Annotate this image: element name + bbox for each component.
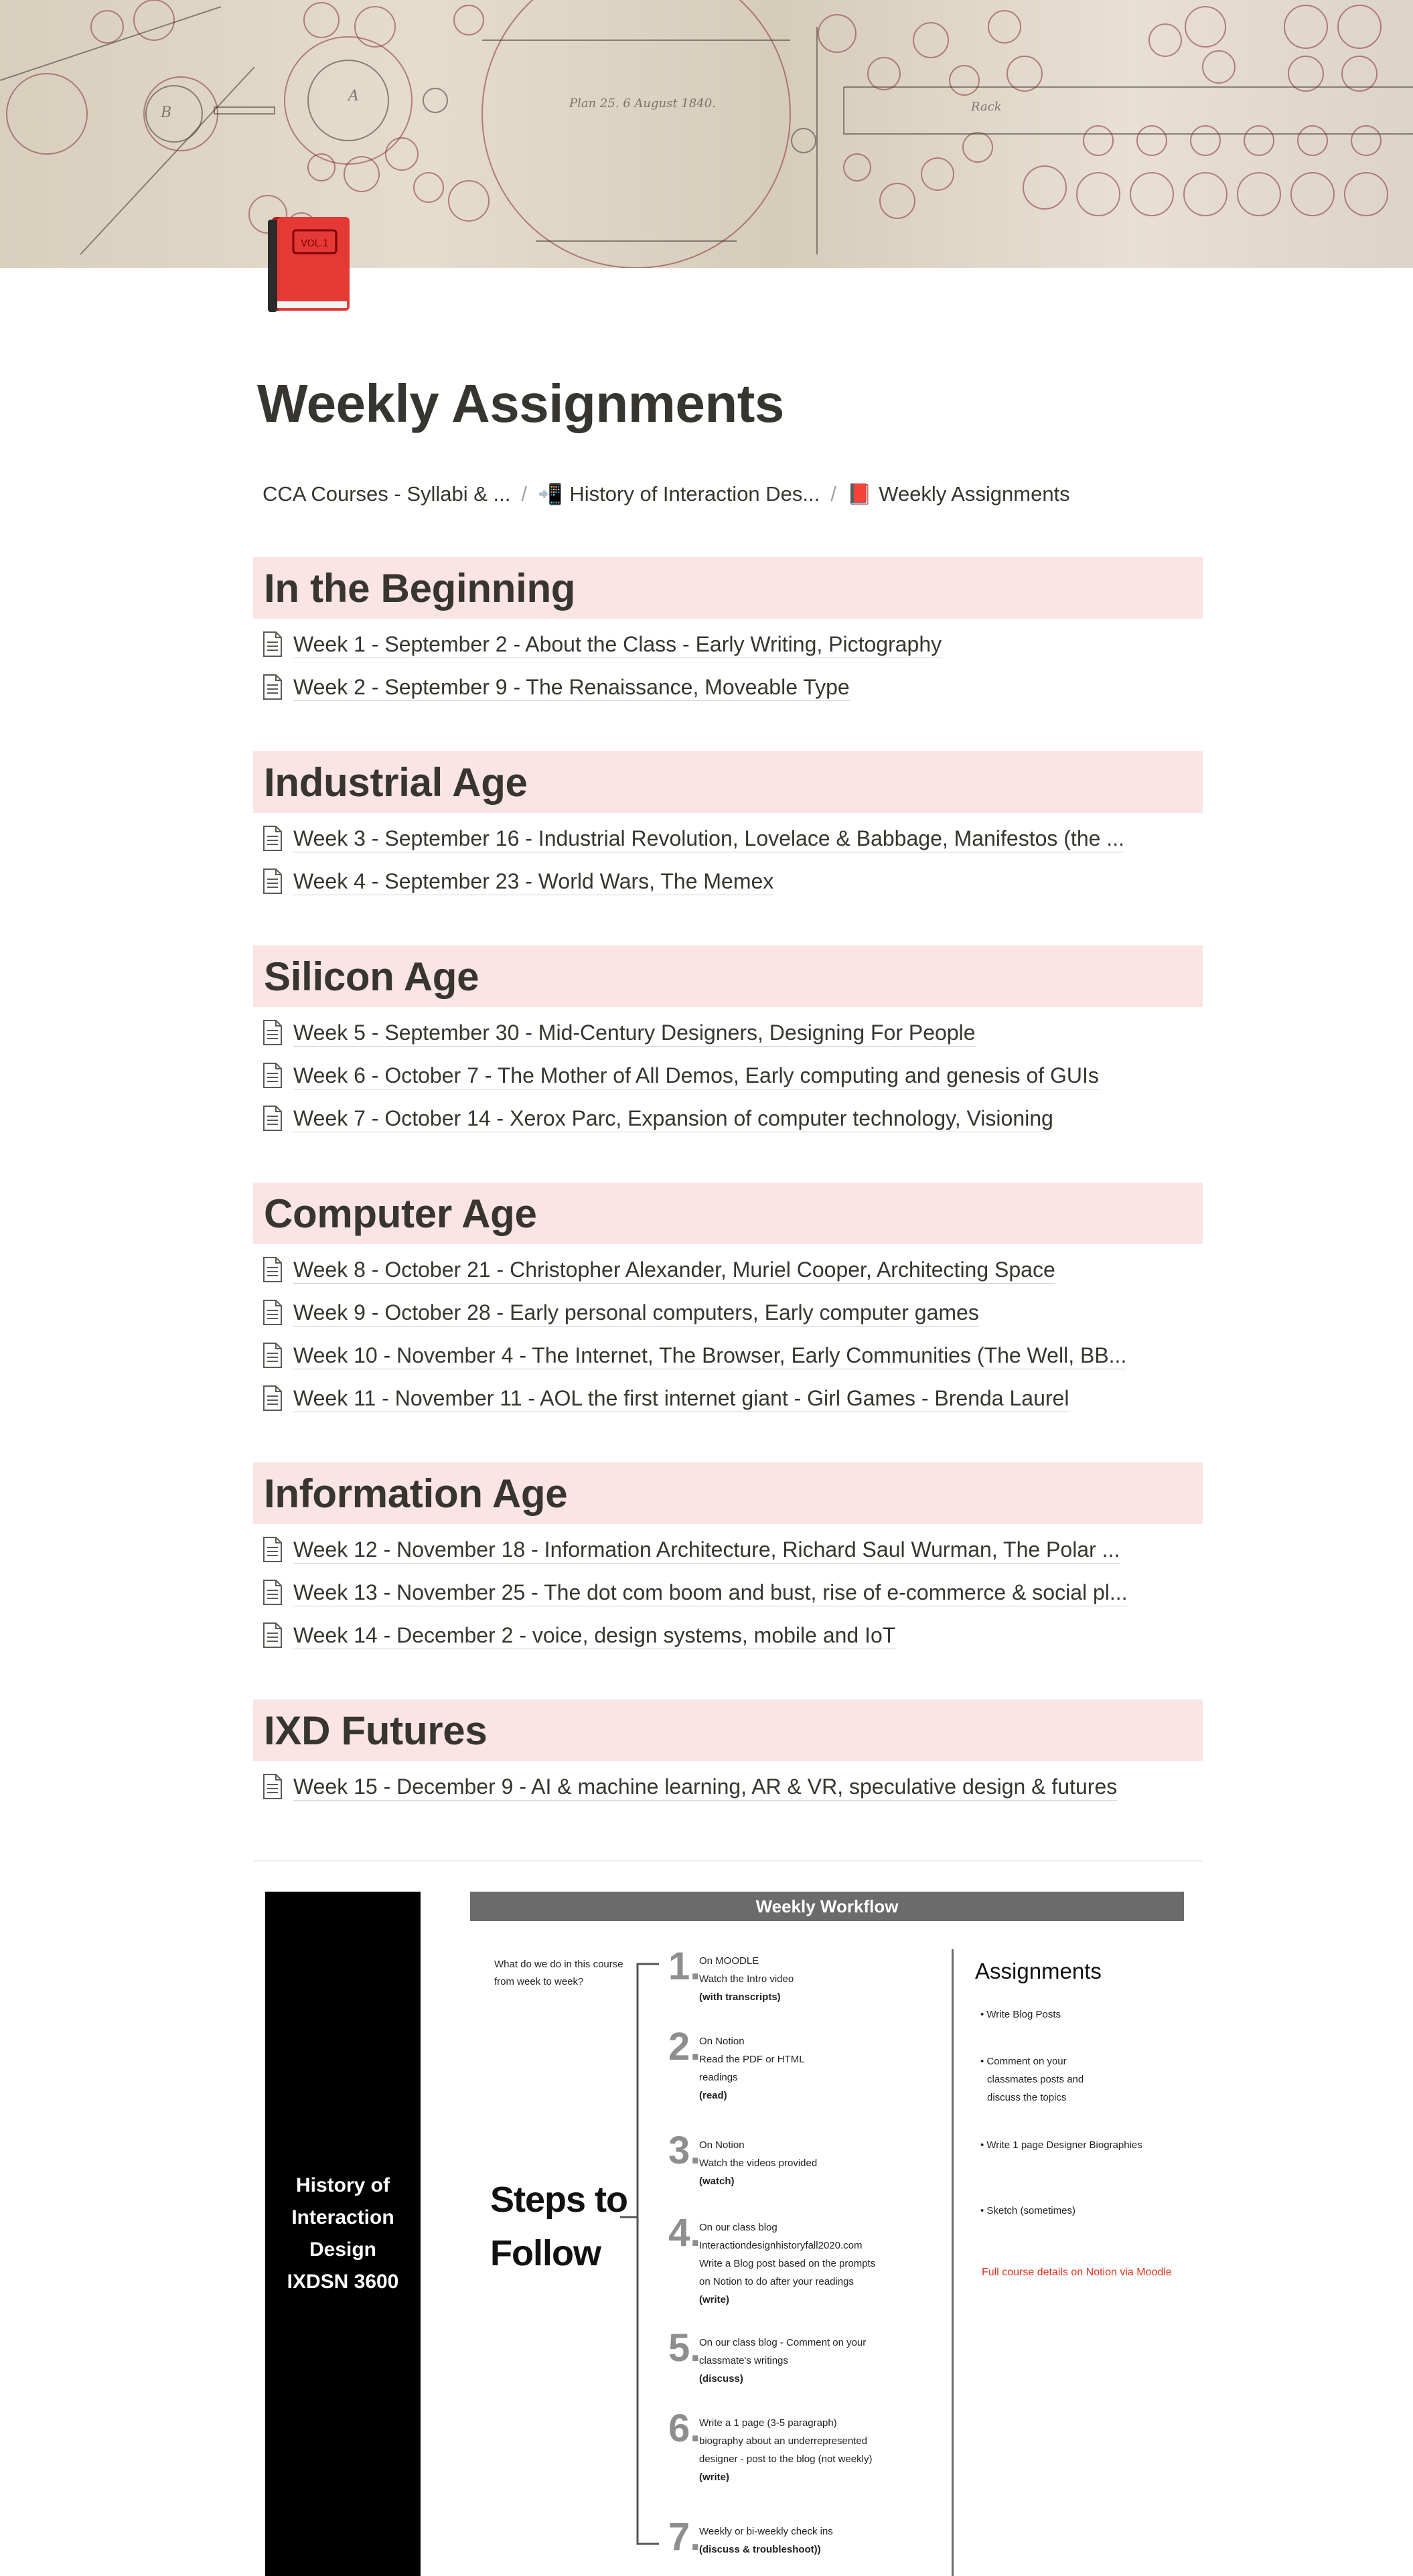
section-computer-age — [253, 1183, 1203, 1420]
page-link[interactable] — [253, 1614, 1203, 1657]
step-number: 2. — [668, 2025, 701, 2068]
step-line: On Notion — [699, 2036, 745, 2047]
page-link[interactable] — [253, 1765, 1203, 1808]
page-link-title: Week 13 - November 25 - The dot com boom and bust, rise of e-commerce & social pl... — [293, 1579, 1128, 1606]
page-cover[interactable] — [0, 0, 1413, 268]
step-action: (read) — [699, 2090, 727, 2101]
step-line: Interactiondesignhistoryfall2020.com — [699, 2240, 863, 2251]
workflow-course-label — [265, 1892, 421, 2576]
document-icon — [261, 1105, 284, 1132]
breadcrumb-label: History of Interaction Des... — [569, 482, 820, 506]
assignment-item — [980, 2202, 1075, 2220]
page-link[interactable] — [253, 666, 1203, 708]
step-line: Watch the videos provided — [699, 2157, 818, 2169]
step-line: Write a Blog post based on the prompts — [699, 2258, 876, 2269]
assignment-line: discuss the topics — [987, 2092, 1067, 2103]
svg-text:A: A — [348, 88, 359, 104]
page-link-title: Week 3 - September 16 - Industrial Revolution, Lovelace & Babbage, Manifestos (the ... — [293, 825, 1124, 852]
assignment-line: classmates posts and — [987, 2074, 1084, 2085]
document-icon — [261, 1062, 284, 1089]
section-ixd-futures — [253, 1699, 1203, 1808]
divider — [253, 1860, 1203, 1862]
document-icon — [261, 1579, 284, 1606]
step-number: 4. — [668, 2211, 701, 2255]
page-link[interactable] — [253, 1097, 1203, 1140]
page-link-title: Week 11 - November 11 - AOL the first internet giant - Girl Games - Brenda Laurel — [293, 1385, 1069, 1412]
section-heading: Industrial Age — [253, 751, 1203, 813]
document-icon — [261, 1019, 284, 1046]
assignment-line: • Sketch (sometimes) — [980, 2205, 1075, 2216]
document-icon — [261, 1385, 284, 1412]
course-label-line: History of — [295, 2174, 390, 2196]
page-link[interactable] — [253, 1011, 1203, 1054]
document-icon — [261, 1622, 284, 1649]
step-line: Read the PDF or HTML — [699, 2054, 805, 2065]
page-link-title: Week 12 - November 18 - Information Architecture, Richard Saul Wurman, The Polar ... — [293, 1536, 1120, 1564]
page-link[interactable] — [253, 1528, 1203, 1571]
breadcrumb — [257, 474, 1075, 514]
step-line: Write a 1 page (3-5 paragraph) — [699, 2417, 837, 2429]
step-line: On MOODLE — [699, 1955, 759, 1967]
mobile-arrow-icon: 📲 — [538, 483, 563, 506]
page-link[interactable] — [253, 860, 1203, 903]
page-link[interactable] — [253, 623, 1203, 666]
document-icon — [261, 1256, 284, 1283]
step-line: On Notion — [699, 2139, 745, 2151]
breadcrumb-item-weekly-assignments[interactable] — [842, 482, 1075, 506]
step-action: (write) — [699, 2294, 729, 2305]
page-link-title: Week 9 - October 28 - Early personal computers, Early computer games — [293, 1299, 979, 1327]
section-heading: In the Beginning — [253, 557, 1203, 619]
step-line: Weekly or bi-weekly check ins — [699, 2526, 833, 2537]
step-action: (discuss) — [699, 2373, 743, 2384]
page-link[interactable] — [253, 1571, 1203, 1614]
section-information-age — [253, 1462, 1203, 1657]
svg-text:Plan 25. 6 August 1840.: Plan 25. 6 August 1840. — [569, 96, 716, 110]
section-heading: IXD Futures — [253, 1699, 1203, 1761]
course-label-line: Interaction — [291, 2206, 394, 2228]
document-icon — [261, 868, 284, 895]
page-link-title: Week 1 - September 2 - About the Class - Early Writing, Pictography — [293, 631, 942, 658]
step-line: On our class blog — [699, 2222, 777, 2233]
document-icon — [261, 825, 284, 852]
document-icon — [261, 1536, 284, 1563]
section-silicon-age — [253, 945, 1203, 1140]
workflow-question: What do we do in this course from week to week? — [494, 1959, 623, 1987]
steps-label-line: Follow — [490, 2233, 601, 2273]
breadcrumb-label: Weekly Assignments — [879, 482, 1070, 506]
full-details-note: Full course details on Notion via Moodle — [982, 2267, 1172, 2278]
step-line: classmate's writings — [699, 2355, 788, 2366]
section-heading: Information Age — [253, 1462, 1203, 1524]
page-link-title: Week 2 - September 9 - The Renaissance, Moveable Type — [293, 674, 850, 701]
page-link-title: Week 4 - September 23 - World Wars, The Memex — [293, 868, 773, 895]
steps-bracket — [620, 1963, 660, 2545]
document-icon — [261, 674, 284, 700]
workflow-banner: Weekly Workflow — [470, 1892, 1184, 1921]
section-heading: Silicon Age — [253, 945, 1203, 1007]
step-line: On our class blog - Comment on your — [699, 2337, 867, 2348]
document-icon — [261, 1773, 284, 1800]
assignment-line: • Write 1 page Designer Biographies — [980, 2139, 1142, 2151]
breadcrumb-item-cca-courses[interactable] — [257, 482, 516, 506]
assignment-line: • Write Blog Posts — [980, 2009, 1061, 2020]
course-label-line: IXDSN 3600 — [287, 2271, 399, 2293]
breadcrumb-separator: / — [830, 482, 836, 506]
workflow-step-4 — [668, 2211, 940, 2309]
page-link-title: Week 6 - October 7 - The Mother of All Demos, Early computing and genesis of GUIs — [293, 1062, 1099, 1089]
cover-engine-plan-drawing — [0, 0, 1413, 268]
page-link[interactable] — [253, 1291, 1203, 1334]
svg-text:Rack: Rack — [971, 100, 1002, 114]
assignment-item — [980, 2052, 1084, 2107]
page-link-title: Week 14 - December 2 - voice, design systems, mobile and IoT — [293, 1622, 895, 1649]
step-line: on Notion to do after your readings — [699, 2276, 854, 2287]
step-action: (with transcripts) — [699, 1991, 781, 2003]
workflow-step-6 — [668, 2407, 940, 2486]
page-link[interactable] — [253, 1054, 1203, 1097]
page-link-title: Week 7 - October 14 - Xerox Parc, Expansion of computer technology, Visioning — [293, 1105, 1053, 1132]
document-icon — [261, 631, 284, 658]
page-link-title: Week 15 - December 9 - AI & machine learning, AR & VR, speculative design & futures — [293, 1773, 1117, 1801]
assignment-item — [980, 2136, 1142, 2154]
step-number: 1. — [668, 1945, 701, 1988]
step-line: biography about an underrepresented — [699, 2435, 868, 2447]
workflow-step-5 — [668, 2326, 940, 2388]
page-link[interactable] — [253, 1377, 1203, 1420]
document-icon — [261, 1299, 284, 1326]
course-label-line: Design — [309, 2239, 376, 2261]
step-number: 6. — [668, 2407, 701, 2450]
section-in-the-beginning — [253, 557, 1203, 708]
workflow-step-3 — [668, 2129, 940, 2190]
step-action: (discuss & troubleshoot)) — [699, 2544, 821, 2555]
weekly-workflow-image[interactable] — [265, 1892, 1203, 2576]
step-action: (write) — [699, 2472, 729, 2483]
assignments-title: Assignments — [975, 1959, 1102, 1983]
step-line: readings — [699, 2072, 738, 2083]
page-icon[interactable] — [265, 213, 352, 315]
step-number: 3. — [668, 2129, 701, 2172]
assignment-line: • Comment on your — [980, 2056, 1067, 2067]
breadcrumb-label: CCA Courses - Syllabi & ... — [263, 482, 511, 506]
step-number: 7. — [668, 2515, 701, 2559]
assignments-divider — [952, 1949, 954, 2576]
svg-text:B: B — [161, 104, 172, 121]
svg-text:VOL.1: VOL.1 — [301, 238, 329, 249]
step-line: Watch the Intro video — [699, 1973, 794, 1985]
section-industrial-age — [253, 751, 1203, 903]
breadcrumb-separator: / — [521, 482, 528, 506]
step-number: 5. — [668, 2326, 701, 2370]
page-link[interactable] — [253, 1248, 1203, 1291]
page-title[interactable]: Weekly Assignments — [257, 374, 784, 433]
workflow-step-1 — [668, 1945, 940, 2006]
workflow-step-2 — [668, 2025, 940, 2105]
page-link-title: Week 5 - September 30 - Mid-Century Designers, Designing For People — [293, 1019, 976, 1047]
page-link-title: Week 10 - November 4 - The Internet, The Browser, Early Communities (The Well, BB... — [293, 1342, 1126, 1369]
page-link[interactable] — [253, 1334, 1203, 1377]
document-icon — [261, 1342, 284, 1369]
steps-label-line: Steps to — [490, 2180, 628, 2220]
breadcrumb-item-history-ixd[interactable] — [532, 482, 825, 506]
workflow-step-7 — [668, 2515, 940, 2559]
step-line: designer - post to the blog (not weekly) — [699, 2453, 873, 2465]
steps-to-follow-label — [490, 2173, 627, 2280]
step-action: (watch) — [699, 2176, 735, 2187]
page-link[interactable] — [253, 817, 1203, 860]
section-heading: Computer Age — [253, 1183, 1203, 1244]
assignment-item — [980, 2005, 1061, 2024]
page-link-title: Week 8 - October 21 - Christopher Alexander, Muriel Cooper, Architecting Space — [293, 1256, 1055, 1284]
red-book-icon: 📕 — [846, 483, 873, 506]
